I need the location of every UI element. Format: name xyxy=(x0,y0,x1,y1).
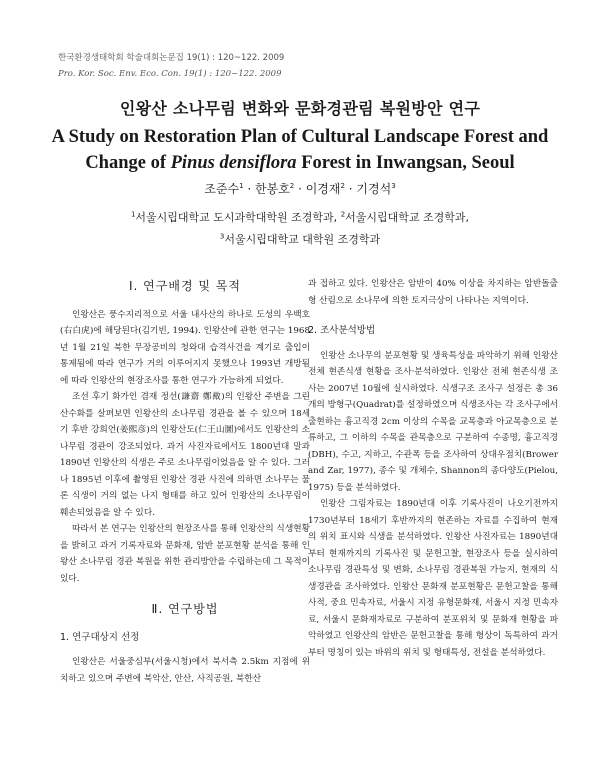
author-name: 이경재 xyxy=(305,182,341,196)
left-column xyxy=(60,272,310,687)
body-paragraph: 인왕산 그림자료는 1890년대 이후 기록사진이 나오기전까지 1730년부터 18세기 후반까지의 현존하는 자료를 수집하여 현재의 위치 표시와 식생을 분석하였다. 인왕산 사진자료는 1890년대부터 현재까지의 기록사진 및 문헌고찰, 현장조사 등을 실시하여 소나무림 경관특성 및 변화, 소나무림 경관복원 가능지, 현재의 식생경관을 조사하였다. 인왕산 문화재 분포현황은 문헌고찰을 통해 사적, 중요 민속자료, 서울시 지정 유형문화재, 서울시 지정 민속자료, 서울시 문화재자료로 구분하여 분포위치 및 문화재 현황을 파악하였고 인왕산의 암반은 문헌고찰을 통해 형상이 독특하여 과거부터 명칭이 있는 바위의 위치 및 형태특성, 전설을 분석하였다. xyxy=(308,499,558,658)
affil-mark: 1 xyxy=(130,210,136,219)
author-separator: · xyxy=(294,182,306,196)
title-english-line2 xyxy=(0,150,600,176)
affiliation: 서울시립대학교 대학원 조경학과 xyxy=(224,233,381,246)
author-separator: · xyxy=(344,182,357,196)
affil-mark: 2 xyxy=(340,210,346,219)
title-english xyxy=(0,124,600,176)
author-name: 기경석 xyxy=(356,182,392,196)
title-korean: 인왕산 소나무림 변화와 문화경관림 복원방안 연구 xyxy=(119,99,481,118)
author-name: 한봉호 xyxy=(255,182,290,196)
body-paragraph: 인왕산은 풍수지리적으로 서울 내사산의 하나로 도성의 우백호(右白虎)에 해당된다(김기빈, 1994). 인왕산에 관한 연구는 1968년 1월 21일 북한 무장공비의 청와대 습격사건을 계기로 출입이 통제됨에 따라 연구가 거의 이루어지지 못했으나 1993년 개방됨에 따라 인왕산의 현장조사를 통한 연구가 가능하게 되었다. xyxy=(60,309,310,386)
title-english-species: Pinus densiflora xyxy=(170,153,297,173)
body-paragraph: 조선 후기 화가인 겸재 정선(謙齋 鄭敾)의 인왕산 주변을 그린 산수화를 살펴보면 인왕산의 소나무림 경관을 볼 수 있으며 18세기 후반 강희언(姜熙彦)의 인왕산도(仁王山圖)에서도 인왕산의 소나무림 경관이 강조되었다. 과거 사진자료에서도 1800년대 말과 1890년 인왕산의 식생은 주로 소나무림이었음을 알 수 있다. 그러나 1895년 이후에 촬영된 인왕산 경관 사진에 의하면 소나무는 물론 식생이 거의 없는 나지 형태를 하고 있어 인왕산의 소나무림이 훼손되었음을 알 수 있다. xyxy=(60,392,310,518)
section-heading-background: Ⅰ. 연구배경 및 목적 xyxy=(129,279,241,293)
affiliation: 서울시립대학교 도시과학대학원 조경학과, xyxy=(135,211,341,224)
author-affil-mark: 2 xyxy=(340,182,345,190)
body-paragraph: 인왕산은 서울중심부(서울시청)에서 북서측 2.5km 지점에 위치하고 있으며 주변에 북악산, 안산, 사직공원, 북한산 xyxy=(60,657,310,684)
body-paragraph: 따라서 본 연구는 인왕산의 현장조사를 통해 인왕산의 식생현황을 밝히고 과거 기록자료와 문화재, 암반 분포현황 분석을 통해 인왕산 소나무림 경관 복원을 위한 관리방안을 수립하는데 그 목적이 있다. xyxy=(60,524,310,584)
author-affil-mark: 1 xyxy=(239,182,244,190)
affiliation: 서울시립대학교 조경학과, xyxy=(345,211,470,224)
author-affil-mark: 3 xyxy=(391,182,396,190)
author-name: 조준수 xyxy=(204,182,240,196)
running-header xyxy=(58,50,284,82)
body-paragraph: 과 접하고 있다. 인왕산은 암반이 40% 이상을 차지하는 암반돌출형 산림으로 소나무에 의한 토지극상이 나타나는 지역이다. xyxy=(308,279,558,306)
affiliations xyxy=(0,207,600,251)
header-korean: 한국환경생태학회 학술대회논문집 19(1) : 120~122. 2009 xyxy=(58,53,285,63)
author-separator: · xyxy=(243,182,256,196)
section-heading-methods: Ⅱ. 연구방법 xyxy=(151,602,219,616)
affil-mark: 3 xyxy=(219,232,225,241)
header-english: Pro. Kor. Soc. Env. Eco. Con. 19(1) : 120~122. 2009 xyxy=(58,69,282,79)
subsection-heading: 2. 조사분석방법 xyxy=(308,325,376,336)
title-english-part: Change of xyxy=(85,153,171,173)
author-affil-mark: 2 xyxy=(289,182,295,190)
body-paragraph: 인왕산 소나무의 분포현황 및 생육특성을 파악하기 위해 인왕산 전체 현존식생 현황을 조사·분석하였다. 인왕산 전체 현존식생 조사는 2007년 10월에 실시하였다. 식생구조 조사구 설정은 총 36개의 방형구(Quadrat)를 설정하였으며 식생조사는 각 조사구에서 출현하는 흉고직경 2cm 이상의 수목을 교목층과 아교목층으로 분류하고, 그 이하의 수목을 관목층으로 구분하여 수종명, 흉고직경(DBH), 수고, 지하고, 수관폭 등을 조사하여 상대우점치(Brower and Zar, 1977), 종수 및 개체수, Shannon의 종다양도(Pielou, 1975) 등을 분석하였다. xyxy=(308,350,558,493)
affiliation-line2 xyxy=(0,229,600,251)
right-column xyxy=(308,276,558,661)
subsection-heading: 1. 연구대상지 선정 xyxy=(60,631,140,643)
title-english-line1: A Study on Restoration Plan of Cultural Landscape Forest and xyxy=(51,127,549,147)
title-english-part: Forest in Inwangsan, Seoul xyxy=(296,153,515,173)
author-list xyxy=(0,180,600,197)
affiliation-line1 xyxy=(0,207,600,229)
